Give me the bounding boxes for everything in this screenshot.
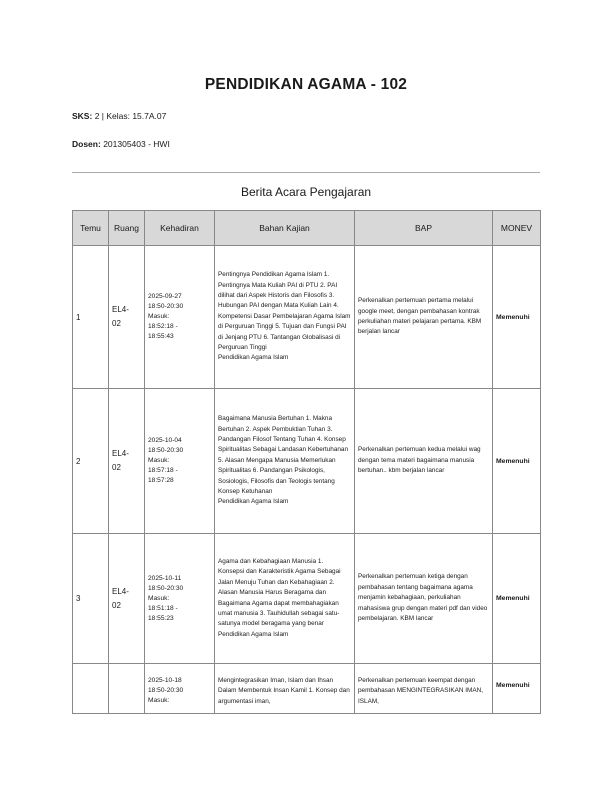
- kehadiran-date: 2025-10-11: [148, 574, 182, 582]
- bahan-kajian-cell: [215, 389, 355, 534]
- ruang-cell: [109, 389, 145, 534]
- kehadiran-cell: [145, 664, 215, 714]
- table-row: [73, 246, 541, 389]
- column-header-bahan-kajian: Bahan Kajian: [215, 211, 355, 246]
- kehadiran-out: 18:55:43: [148, 333, 174, 340]
- bahan-kajian-cell: [215, 534, 355, 664]
- table-row: [73, 389, 541, 534]
- kehadiran-date: 2025-10-04: [148, 437, 182, 444]
- ruang-line: EL4-: [112, 586, 129, 596]
- kehadiran-cell: [145, 534, 215, 664]
- bahan-kajian-footer: Pendidikan Agama Islam: [218, 498, 289, 506]
- dosen-value: 201305403 - HWI: [103, 139, 170, 149]
- monev-cell: Memenuhi: [493, 246, 541, 389]
- column-header-ruang: Ruang: [109, 211, 145, 246]
- ruang-cell: [109, 246, 145, 389]
- kehadiran-label: Masuk:: [148, 313, 170, 320]
- bap-cell: Perkenalkan pertemuan ketiga dengan pembahasan tentang bagaimana agama menjamin kebahagiaan, perkuliahan mahasiswa grup dengan materi pdf dan video pembelajaran. KBM lancar: [355, 534, 493, 664]
- dosen-info: [72, 139, 170, 149]
- table-header-row: [73, 211, 541, 246]
- bap-cell: Perkenalkan pertemuan kedua melalui wag dengan tema materi bagaimana manusia bertuhan.. kbm berjalan lancar: [355, 389, 493, 534]
- table-row: [73, 664, 541, 714]
- kehadiran-out: 18:57:28: [148, 477, 174, 484]
- column-header-kehadiran: Kehadiran: [145, 211, 215, 246]
- ruang-line: 02: [112, 463, 121, 472]
- ruang-cell: [109, 534, 145, 664]
- ruang-line: EL4-: [112, 449, 129, 458]
- page-title: PENDIDIKAN AGAMA - 102: [204, 76, 408, 93]
- bahan-kajian-text: Agama dan Kebahagiaan Manusia 1. Konsepsi dan Karakteristik Agama Sebagai Jalan Menuju Tuhan dan Kebahagiaan 2. Alasan Manusia Harus Beragama dan Bagaimana Agama dapat membahagiakan umat manusia 3. Tauhidullah sebagai satu-satunya model beragama yang benar: [218, 557, 341, 628]
- bahan-kajian-cell: [215, 246, 355, 389]
- sks-value: 2 | Kelas: 15.7A.07: [94, 111, 167, 121]
- kehadiran-time: 18:50-20:30: [148, 687, 184, 694]
- bahan-kajian-footer: Pendidikan Agama Islam: [218, 630, 289, 638]
- sks-label: SKS:: [72, 111, 93, 121]
- ruang-line: 02: [112, 600, 121, 610]
- table-row: [73, 534, 541, 664]
- kehadiran-in: 18:57:18 -: [148, 467, 178, 474]
- divider: [72, 172, 540, 173]
- section-title: Berita Acara Pengajaran: [240, 185, 372, 199]
- monev-cell: Memenuhi: [493, 389, 541, 534]
- bahan-kajian-text: Pentingnya Pendidikan Agama Islam 1. Pentingnya Mata Kuliah PAI di PTU 2. PAI dilihat dari Aspek Historis dan Filosofis 3. Hubungan PAI dengan Mata Kuliah Lain 4. Kompetensi Dasar Pembelajaran Agama Islam di Perguruan Tinggi 5. Tujuan dan Fungsi PAI di Jenjang PTU 6. Tantangan Globalisasi di Perguruan Tinggi: [218, 271, 351, 352]
- ruang-line: 02: [112, 319, 121, 328]
- kehadiran-date: 2025-09-27: [148, 293, 182, 300]
- bap-cell: Perkenalkan pertemuan keempat dengan pembahasan MENGINTEGRASIKAN IMAN, ISLAM,: [355, 664, 493, 714]
- ruang-line: EL4-: [112, 305, 129, 314]
- monev-cell: Memenuhi: [493, 534, 541, 664]
- temu-cell: 1: [73, 246, 109, 389]
- kehadiran-label: Masuk:: [148, 697, 170, 704]
- kehadiran-label: Masuk:: [148, 594, 170, 602]
- temu-cell: 3: [73, 534, 109, 664]
- kehadiran-out: 18:55:23: [148, 614, 174, 622]
- dosen-label: Dosen:: [72, 139, 101, 149]
- ruang-cell: [109, 664, 145, 714]
- column-header-temu: Temu: [73, 211, 109, 246]
- kehadiran-cell: [145, 389, 215, 534]
- kehadiran-in: 18:52:18 -: [148, 323, 178, 330]
- kehadiran-time: 18:50-20:30: [148, 447, 184, 454]
- kehadiran-in: 18:51:18 -: [148, 604, 178, 612]
- column-header-bap: BAP: [355, 211, 493, 246]
- bahan-kajian-text: Bagaimana Manusia Bertuhan 1. Makna Bertuhan 2. Aspek Pembuktian Tuhan 3. Pandangan Filosof Tentang Tuhan 4. Konsep Spiritualitas Sebagai Landasan Kebertuhanan 5. Alasan Mengapa Manusia Memerlukan Spiritualitas 6. Pandangan Psikologis, Sosiologis, Filosofis dan Teologis tentang Konsep Ketuhanan: [218, 415, 349, 496]
- kehadiran-date: 2025-10-18: [148, 677, 182, 684]
- monev-cell: Memenuhi: [493, 664, 541, 714]
- kehadiran-cell: [145, 246, 215, 389]
- column-header-monev: MONEV: [493, 211, 541, 246]
- sks-info: [72, 111, 166, 121]
- bahan-kajian-text: Mengintegrasikan Iman, Islam dan Ihsan Dalam Membentuk Insan Kamil 1. Konsep dan argumentasi iman,: [218, 677, 350, 705]
- bahan-kajian-footer: Pendidikan Agama Islam: [218, 354, 289, 362]
- bap-table: [72, 210, 541, 714]
- kehadiran-label: Masuk:: [148, 457, 170, 464]
- kehadiran-time: 18:50-20:30: [148, 303, 184, 310]
- temu-cell: [73, 664, 109, 714]
- bahan-kajian-cell: [215, 664, 355, 714]
- kehadiran-time: 18:50-20:30: [148, 584, 184, 592]
- bap-cell: Perkenalkan pertemuan pertama melalui google meet, dengan pembahasan kontrak perkuliahan materi pelajaran pertama. KBM berjalan lancar: [355, 246, 493, 389]
- temu-cell: 2: [73, 389, 109, 534]
